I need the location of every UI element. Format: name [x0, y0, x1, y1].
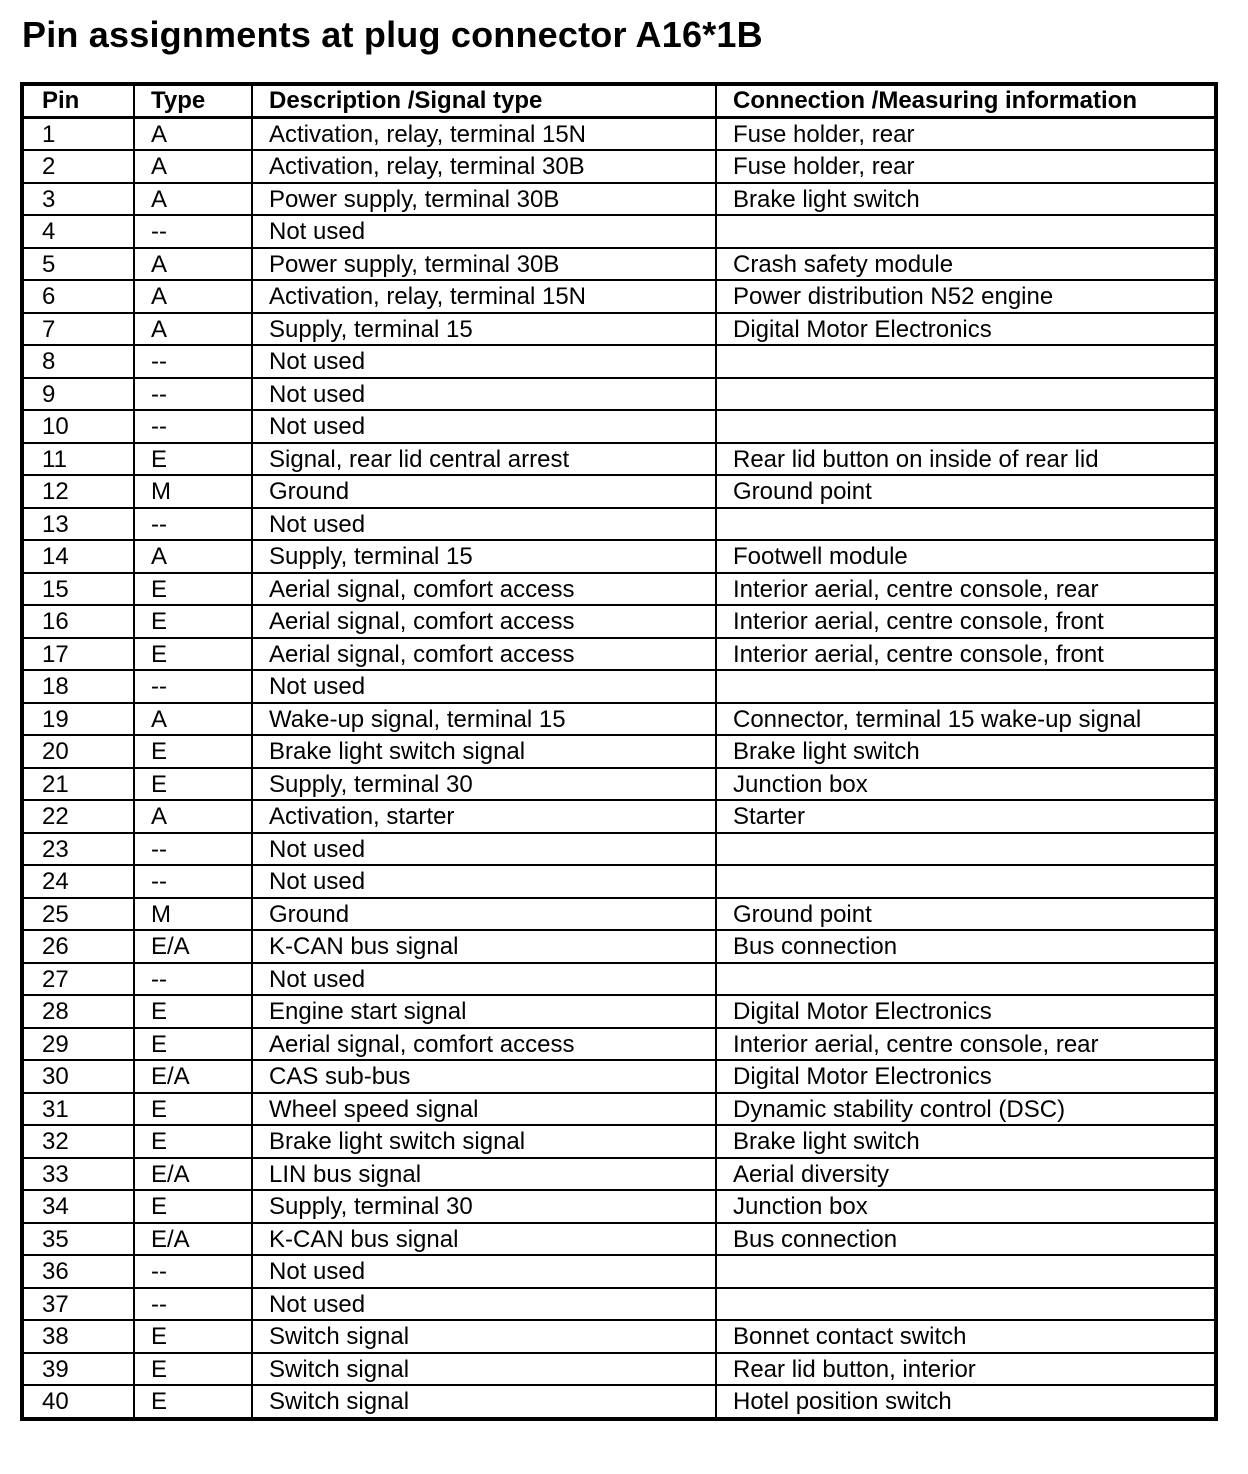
description-cell: Not used [252, 963, 716, 996]
type-cell: -- [134, 378, 252, 411]
type-cell: E [134, 735, 252, 768]
type-cell: -- [134, 508, 252, 541]
description-cell: Aerial signal, comfort access [252, 638, 716, 671]
pin-cell: 30 [22, 1060, 134, 1093]
pin-cell: 22 [22, 800, 134, 833]
pin-cell: 18 [22, 670, 134, 703]
type-cell: A [134, 800, 252, 833]
table-row [22, 475, 1216, 508]
table-row [22, 540, 1216, 573]
description-cell: Supply, terminal 30 [252, 768, 716, 801]
table-row [22, 573, 1216, 606]
page-title: Pin assignments at plug connector A16*1B [22, 14, 763, 55]
connection-cell: Digital Motor Electronics [716, 313, 1216, 346]
table-row [22, 1320, 1216, 1353]
type-cell: A [134, 248, 252, 281]
type-cell: E [134, 1028, 252, 1061]
connection-cell: Bonnet contact switch [716, 1320, 1216, 1353]
description-cell: Supply, terminal 15 [252, 313, 716, 346]
table-row [22, 1060, 1216, 1093]
pin-cell: 37 [22, 1288, 134, 1321]
type-cell: E [134, 443, 252, 476]
pin-cell: 21 [22, 768, 134, 801]
pin-cell: 28 [22, 995, 134, 1028]
pin-cell: 15 [22, 573, 134, 606]
pin-cell: 6 [22, 280, 134, 313]
pin-cell: 31 [22, 1093, 134, 1126]
description-cell: Switch signal [252, 1320, 716, 1353]
type-cell: E [134, 1320, 252, 1353]
table-row [22, 1125, 1216, 1158]
type-cell: E [134, 1190, 252, 1223]
connection-cell: Interior aerial, centre console, rear [716, 573, 1216, 606]
connection-cell: Hotel position switch [716, 1385, 1216, 1419]
type-cell: E [134, 1093, 252, 1126]
column-header-pin: Pin [22, 84, 134, 117]
description-cell: Switch signal [252, 1385, 716, 1419]
connection-cell: Brake light switch [716, 735, 1216, 768]
type-cell: E [134, 768, 252, 801]
table-row [22, 930, 1216, 963]
pin-cell: 16 [22, 605, 134, 638]
connection-cell: Crash safety module [716, 248, 1216, 281]
description-cell: Power supply, terminal 30B [252, 183, 716, 216]
table-row [22, 638, 1216, 671]
pin-cell: 1 [22, 117, 134, 150]
description-cell: Not used [252, 215, 716, 248]
pin-cell: 5 [22, 248, 134, 281]
description-cell: Brake light switch signal [252, 735, 716, 768]
type-cell: -- [134, 865, 252, 898]
connection-cell: Junction box [716, 768, 1216, 801]
connection-cell: Footwell module [716, 540, 1216, 573]
connection-cell: Aerial diversity [716, 1158, 1216, 1191]
description-cell: Supply, terminal 30 [252, 1190, 716, 1223]
table-row [22, 898, 1216, 931]
type-cell: -- [134, 345, 252, 378]
table-row [22, 117, 1216, 150]
connection-cell [716, 833, 1216, 866]
type-cell: A [134, 280, 252, 313]
description-cell: Wheel speed signal [252, 1093, 716, 1126]
description-cell: Not used [252, 1255, 716, 1288]
description-cell: Engine start signal [252, 995, 716, 1028]
table-row [22, 1028, 1216, 1061]
pin-cell: 10 [22, 410, 134, 443]
description-cell: Activation, relay, terminal 15N [252, 280, 716, 313]
description-cell: Wake-up signal, terminal 15 [252, 703, 716, 736]
table-row [22, 703, 1216, 736]
table-row [22, 1255, 1216, 1288]
connection-cell [716, 378, 1216, 411]
connection-cell: Power distribution N52 engine [716, 280, 1216, 313]
pin-cell: 39 [22, 1353, 134, 1386]
pin-cell: 40 [22, 1385, 134, 1419]
description-cell: Power supply, terminal 30B [252, 248, 716, 281]
description-cell: Not used [252, 378, 716, 411]
pin-cell: 4 [22, 215, 134, 248]
pin-cell: 2 [22, 150, 134, 183]
type-cell: M [134, 898, 252, 931]
table-row [22, 248, 1216, 281]
description-cell: Aerial signal, comfort access [252, 605, 716, 638]
pin-cell: 7 [22, 313, 134, 346]
description-cell: LIN bus signal [252, 1158, 716, 1191]
description-cell: Aerial signal, comfort access [252, 573, 716, 606]
table-row [22, 1223, 1216, 1256]
table-row [22, 410, 1216, 443]
type-cell: E [134, 1125, 252, 1158]
connection-cell: Digital Motor Electronics [716, 995, 1216, 1028]
table-row [22, 1353, 1216, 1386]
connection-cell: Fuse holder, rear [716, 150, 1216, 183]
description-cell: Not used [252, 410, 716, 443]
pin-assignment-table [20, 82, 1218, 1421]
type-cell: E/A [134, 1158, 252, 1191]
table-row [22, 183, 1216, 216]
pin-cell: 23 [22, 833, 134, 866]
description-cell: Not used [252, 345, 716, 378]
description-cell: Not used [252, 670, 716, 703]
description-cell: Activation, relay, terminal 15N [252, 117, 716, 150]
type-cell: A [134, 313, 252, 346]
type-cell: E [134, 1385, 252, 1419]
pin-cell: 29 [22, 1028, 134, 1061]
connection-cell [716, 215, 1216, 248]
type-cell: E [134, 573, 252, 606]
pin-cell: 33 [22, 1158, 134, 1191]
connection-cell: Brake light switch [716, 183, 1216, 216]
description-cell: CAS sub-bus [252, 1060, 716, 1093]
connection-cell: Dynamic stability control (DSC) [716, 1093, 1216, 1126]
pin-cell: 11 [22, 443, 134, 476]
table-row [22, 1093, 1216, 1126]
table-row [22, 963, 1216, 996]
description-cell: Switch signal [252, 1353, 716, 1386]
connection-cell [716, 410, 1216, 443]
description-cell: K-CAN bus signal [252, 1223, 716, 1256]
connection-cell: Brake light switch [716, 1125, 1216, 1158]
table-row [22, 280, 1216, 313]
type-cell: -- [134, 1255, 252, 1288]
connection-cell [716, 670, 1216, 703]
type-cell: A [134, 703, 252, 736]
type-cell: -- [134, 215, 252, 248]
table-row [22, 670, 1216, 703]
pin-cell: 36 [22, 1255, 134, 1288]
pin-cell: 24 [22, 865, 134, 898]
header-row [22, 84, 1216, 117]
connection-cell: Interior aerial, centre console, front [716, 605, 1216, 638]
type-cell: E/A [134, 1223, 252, 1256]
pin-cell: 27 [22, 963, 134, 996]
type-cell: A [134, 183, 252, 216]
connection-cell [716, 1288, 1216, 1321]
description-cell: Activation, relay, terminal 30B [252, 150, 716, 183]
pin-cell: 3 [22, 183, 134, 216]
type-cell: E [134, 638, 252, 671]
type-cell: -- [134, 670, 252, 703]
pin-cell: 19 [22, 703, 134, 736]
table-row [22, 800, 1216, 833]
type-cell: E/A [134, 1060, 252, 1093]
table-row [22, 1385, 1216, 1419]
type-cell: E [134, 995, 252, 1028]
type-cell: M [134, 475, 252, 508]
connection-cell: Starter [716, 800, 1216, 833]
description-cell: Supply, terminal 15 [252, 540, 716, 573]
connection-cell: Connector, terminal 15 wake-up signal [716, 703, 1216, 736]
description-cell: Activation, starter [252, 800, 716, 833]
pin-cell: 25 [22, 898, 134, 931]
table-row [22, 1158, 1216, 1191]
table-row [22, 1190, 1216, 1223]
description-cell: Not used [252, 508, 716, 541]
connection-cell [716, 865, 1216, 898]
table-row [22, 215, 1216, 248]
table-row [22, 865, 1216, 898]
table-row [22, 443, 1216, 476]
connection-cell: Digital Motor Electronics [716, 1060, 1216, 1093]
pin-cell: 13 [22, 508, 134, 541]
table-row [22, 833, 1216, 866]
column-header-connection: Connection /Measuring information [716, 84, 1216, 117]
pin-cell: 17 [22, 638, 134, 671]
description-cell: Ground [252, 475, 716, 508]
connection-cell: Rear lid button, interior [716, 1353, 1216, 1386]
type-cell: A [134, 150, 252, 183]
table-row [22, 768, 1216, 801]
pin-cell: 32 [22, 1125, 134, 1158]
table-row [22, 1288, 1216, 1321]
table-row [22, 150, 1216, 183]
column-header-type: Type [134, 84, 252, 117]
connection-cell [716, 963, 1216, 996]
description-cell: Aerial signal, comfort access [252, 1028, 716, 1061]
pin-cell: 14 [22, 540, 134, 573]
type-cell: A [134, 117, 252, 150]
description-cell: Brake light switch signal [252, 1125, 716, 1158]
table-row [22, 378, 1216, 411]
pin-cell: 34 [22, 1190, 134, 1223]
connection-cell: Ground point [716, 898, 1216, 931]
connection-cell: Interior aerial, centre console, front [716, 638, 1216, 671]
connection-cell [716, 345, 1216, 378]
pin-cell: 9 [22, 378, 134, 411]
type-cell: -- [134, 833, 252, 866]
description-cell: K-CAN bus signal [252, 930, 716, 963]
table-row [22, 605, 1216, 638]
connection-cell: Interior aerial, centre console, rear [716, 1028, 1216, 1061]
description-cell: Not used [252, 865, 716, 898]
connection-cell: Ground point [716, 475, 1216, 508]
table-row [22, 735, 1216, 768]
pin-cell: 20 [22, 735, 134, 768]
connection-cell: Fuse holder, rear [716, 117, 1216, 150]
connection-cell [716, 1255, 1216, 1288]
type-cell: -- [134, 1288, 252, 1321]
type-cell: A [134, 540, 252, 573]
pin-cell: 35 [22, 1223, 134, 1256]
type-cell: E [134, 1353, 252, 1386]
pin-cell: 26 [22, 930, 134, 963]
description-cell: Signal, rear lid central arrest [252, 443, 716, 476]
connection-cell [716, 508, 1216, 541]
type-cell: -- [134, 410, 252, 443]
table-row [22, 345, 1216, 378]
connection-cell: Junction box [716, 1190, 1216, 1223]
table-row [22, 995, 1216, 1028]
type-cell: E [134, 605, 252, 638]
table-row [22, 508, 1216, 541]
type-cell: E/A [134, 930, 252, 963]
column-header-description: Description /Signal type [252, 84, 716, 117]
type-cell: -- [134, 963, 252, 996]
pin-cell: 8 [22, 345, 134, 378]
connection-cell: Bus connection [716, 1223, 1216, 1256]
table-row [22, 313, 1216, 346]
pin-cell: 12 [22, 475, 134, 508]
description-cell: Not used [252, 833, 716, 866]
connection-cell: Bus connection [716, 930, 1216, 963]
connection-cell: Rear lid button on inside of rear lid [716, 443, 1216, 476]
pin-cell: 38 [22, 1320, 134, 1353]
description-cell: Not used [252, 1288, 716, 1321]
description-cell: Ground [252, 898, 716, 931]
